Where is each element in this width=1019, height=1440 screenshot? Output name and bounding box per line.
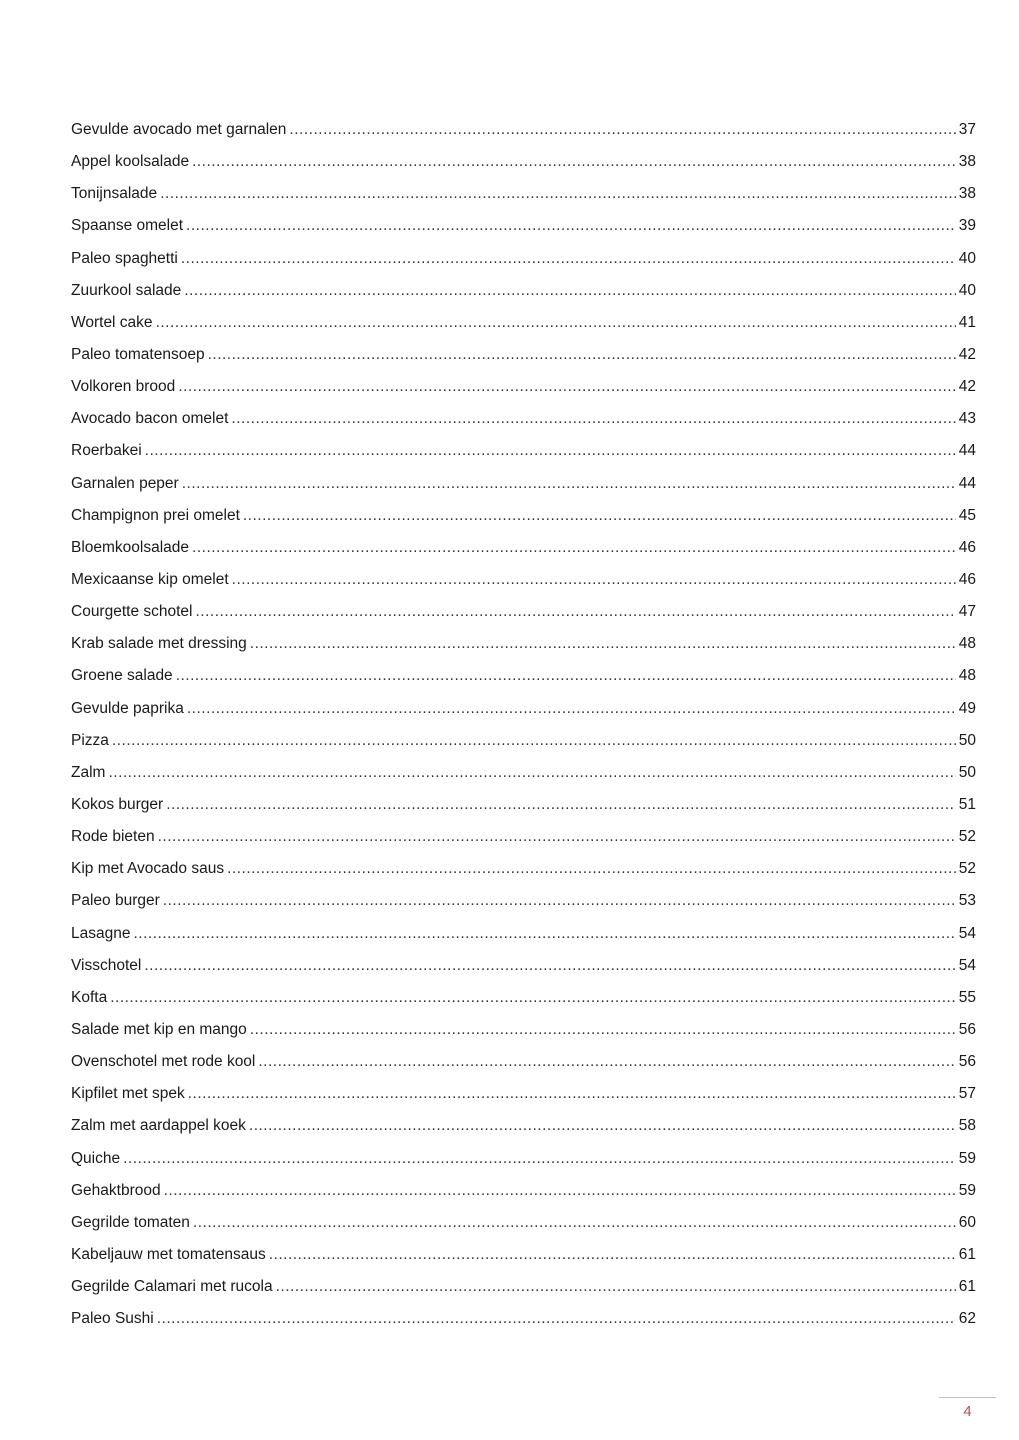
toc-dot-leader	[123, 1143, 956, 1175]
toc-dot-leader	[250, 1014, 956, 1046]
toc-dot-leader	[108, 757, 955, 789]
toc-entry[interactable]	[71, 693, 976, 725]
toc-entry-title: Kofta	[71, 988, 108, 1006]
toc-dot-leader	[232, 564, 956, 596]
toc-entry-page: 61	[958, 1245, 976, 1263]
toc-entry[interactable]	[71, 1175, 976, 1207]
toc-entry-page: 49	[958, 699, 976, 717]
toc-entry-page: 40	[958, 249, 976, 267]
toc-entry-title: Rode bieten	[71, 828, 155, 846]
toc-dot-leader	[250, 628, 956, 660]
toc-entry[interactable]	[71, 821, 976, 853]
toc-dot-leader	[133, 918, 955, 950]
toc-entry-title: Champignon prei omelet	[71, 506, 240, 524]
toc-entry-page: 38	[958, 185, 976, 203]
toc-entry-page: 54	[958, 924, 976, 942]
toc-entry[interactable]	[71, 1207, 976, 1239]
toc-entry[interactable]	[71, 1014, 976, 1046]
toc-entry-title: Zalm	[71, 763, 106, 781]
toc-entry-page: 59	[958, 1181, 976, 1199]
toc-entry[interactable]	[71, 1143, 976, 1175]
toc-dot-leader	[192, 146, 956, 178]
toc-entry-title: Gegrilde Calamari met rucola	[71, 1278, 273, 1296]
toc-entry[interactable]	[71, 660, 976, 692]
toc-entry-title: Volkoren brood	[71, 378, 176, 396]
toc-entry[interactable]	[71, 757, 976, 789]
toc-dot-leader	[158, 821, 956, 853]
toc-entry[interactable]	[71, 725, 976, 757]
toc-entry-title: Pizza	[71, 731, 109, 749]
toc-entry[interactable]	[71, 146, 976, 178]
toc-dot-leader	[176, 660, 956, 692]
toc-dot-leader	[208, 339, 956, 371]
toc-entry-page: 51	[958, 795, 976, 813]
toc-entry[interactable]	[71, 468, 976, 500]
toc-entry-page: 55	[958, 988, 976, 1006]
toc-entry[interactable]	[71, 243, 976, 275]
toc-entry-page: 48	[958, 667, 976, 685]
toc-entry[interactable]	[71, 789, 976, 821]
toc-dot-leader	[181, 243, 956, 275]
toc-entry-title: Ovenschotel met rode kool	[71, 1053, 256, 1071]
toc-dot-leader	[110, 982, 956, 1014]
page-number: 4	[963, 1403, 972, 1420]
toc-entry-page: 37	[958, 121, 976, 138]
toc-entry[interactable]	[71, 275, 976, 307]
toc-entry-title: Paleo Sushi	[71, 1310, 154, 1328]
toc-dot-leader	[184, 275, 955, 307]
toc-entry-page: 53	[958, 892, 976, 910]
toc-entry-page: 47	[958, 603, 976, 621]
toc-dot-leader	[145, 435, 956, 467]
toc-entry-title: Mexicaanse kip omelet	[71, 570, 229, 588]
toc-entry[interactable]	[71, 596, 976, 628]
toc-entry[interactable]	[71, 371, 976, 403]
toc-entry-page: 46	[958, 570, 976, 588]
toc-dot-leader	[163, 885, 956, 917]
toc-entry-page: 50	[958, 731, 976, 749]
toc-dot-leader	[258, 1046, 955, 1078]
toc-entry-title: Salade met kip en mango	[71, 1020, 247, 1038]
toc-entry[interactable]	[71, 114, 976, 146]
toc-entry[interactable]	[71, 435, 976, 467]
toc-dot-leader	[166, 789, 956, 821]
toc-entry-page: 52	[958, 860, 976, 878]
toc-dot-leader	[269, 1239, 956, 1271]
toc-entry[interactable]	[71, 339, 976, 371]
toc-entry[interactable]	[71, 1239, 976, 1271]
toc-entry-page: 54	[958, 956, 976, 974]
toc-dot-leader	[157, 1303, 956, 1335]
toc-entry-page: 40	[958, 281, 976, 299]
toc-entry[interactable]	[71, 1271, 976, 1303]
toc-entry-title: Lasagne	[71, 924, 131, 942]
toc-entry-page: 46	[958, 538, 976, 556]
toc-dot-leader	[227, 853, 956, 885]
toc-dot-leader	[164, 1175, 956, 1207]
toc-entry[interactable]	[71, 918, 976, 950]
toc-entry-title: Quiche	[71, 1149, 121, 1167]
toc-entry-page: 62	[958, 1310, 976, 1328]
toc-entry-title: Kip met Avocado saus	[71, 860, 225, 878]
toc-entry-page: 44	[958, 474, 976, 492]
toc-entry[interactable]	[71, 885, 976, 917]
toc-entry-title: Gegrilde tomaten	[71, 1213, 190, 1231]
toc-entry-title: Paleo burger	[71, 892, 160, 910]
toc-dot-leader	[276, 1271, 956, 1303]
toc-entry-page: 56	[958, 1020, 976, 1038]
toc-entry-page: 52	[958, 828, 976, 846]
toc-entry-page: 39	[958, 217, 976, 235]
toc-entry-title: Roerbakei	[71, 442, 142, 460]
toc-entry-title: Appel koolsalade	[71, 153, 190, 171]
toc-entry-page: 44	[958, 442, 976, 460]
toc-entry-page: 48	[958, 635, 976, 653]
toc-entry[interactable]	[71, 307, 976, 339]
toc-dot-leader	[192, 532, 956, 564]
toc-entry-page: 45	[958, 506, 976, 524]
toc-entry-page: 38	[958, 153, 976, 171]
toc-entry[interactable]	[71, 1110, 976, 1142]
toc-dot-leader	[193, 1207, 956, 1239]
toc-entry[interactable]	[71, 982, 976, 1014]
toc-entry-page: 60	[958, 1213, 976, 1231]
toc-entry-title: Groene salade	[71, 667, 173, 685]
toc-entry-title: Wortel cake	[71, 313, 153, 331]
toc-entry-title: Avocado bacon omelet	[71, 410, 229, 428]
toc-dot-leader	[196, 596, 956, 628]
toc-dot-leader	[187, 693, 956, 725]
toc-entry-page: 50	[958, 763, 976, 781]
footer-divider	[939, 1397, 996, 1398]
toc-entry[interactable]	[71, 500, 976, 532]
toc-entry[interactable]	[71, 210, 976, 242]
toc-entry[interactable]	[71, 532, 976, 564]
toc-dot-leader	[156, 307, 956, 339]
toc-entry-title: Gehaktbrood	[71, 1181, 161, 1199]
toc-entry-title: Courgette schotel	[71, 603, 193, 621]
toc-entry-page: 56	[958, 1053, 976, 1071]
toc-entry-title: Paleo tomatensoep	[71, 345, 205, 363]
toc-entry-title: Kabeljauw met tomatensaus	[71, 1245, 266, 1263]
toc-entry[interactable]	[71, 564, 976, 596]
toc-dot-leader	[144, 950, 955, 982]
toc-entry-title: Visschotel	[71, 956, 142, 974]
toc-entry-title: Bloemkoolsalade	[71, 538, 190, 556]
toc-dot-leader	[249, 1110, 956, 1142]
toc-entry-page: 61	[958, 1278, 976, 1296]
toc-entry[interactable]	[71, 1046, 976, 1078]
toc-dot-leader	[289, 114, 955, 146]
toc-dot-leader	[160, 178, 956, 210]
toc-entry-title: Kokos burger	[71, 795, 164, 813]
toc-entry-page: 59	[958, 1149, 976, 1167]
toc-dot-leader	[243, 500, 956, 532]
toc-entry-title: Zuurkool salade	[71, 281, 182, 299]
toc-entry[interactable]	[71, 403, 976, 435]
toc-entry[interactable]	[71, 950, 976, 982]
toc-dot-leader	[182, 468, 956, 500]
toc-entry-page: 41	[958, 313, 976, 331]
toc-dot-leader	[188, 1078, 956, 1110]
toc-entry-page: 42	[958, 345, 976, 363]
toc-entry-title: Garnalen peper	[71, 474, 179, 492]
toc-dot-leader	[231, 403, 955, 435]
toc-entry-title: Krab salade met dressing	[71, 635, 247, 653]
toc-entry-page: 43	[958, 410, 976, 428]
toc-entry[interactable]	[71, 853, 976, 885]
toc-dot-leader	[112, 725, 956, 757]
toc-dot-leader	[178, 371, 955, 403]
toc-dot-leader	[186, 210, 956, 242]
toc-entry-title: Zalm met aardappel koek	[71, 1117, 246, 1135]
toc-entry[interactable]	[71, 178, 976, 210]
toc-entry-page: 57	[958, 1085, 976, 1103]
toc-entry-page: 58	[958, 1117, 976, 1135]
toc-entry-title: Tonijnsalade	[71, 185, 158, 203]
toc-entry-title: Paleo spaghetti	[71, 249, 178, 267]
toc-entry[interactable]	[71, 1078, 976, 1110]
table-of-contents	[71, 114, 976, 1335]
toc-entry-title: Gevulde avocado met garnalen	[71, 121, 287, 138]
toc-entry-title: Spaanse omelet	[71, 217, 184, 235]
toc-entry-page: 42	[958, 378, 976, 396]
toc-entry-title: Gevulde paprika	[71, 699, 184, 717]
toc-entry-title: Kipfilet met spek	[71, 1085, 185, 1103]
toc-entry[interactable]	[71, 628, 976, 660]
toc-entry[interactable]	[71, 1303, 976, 1335]
